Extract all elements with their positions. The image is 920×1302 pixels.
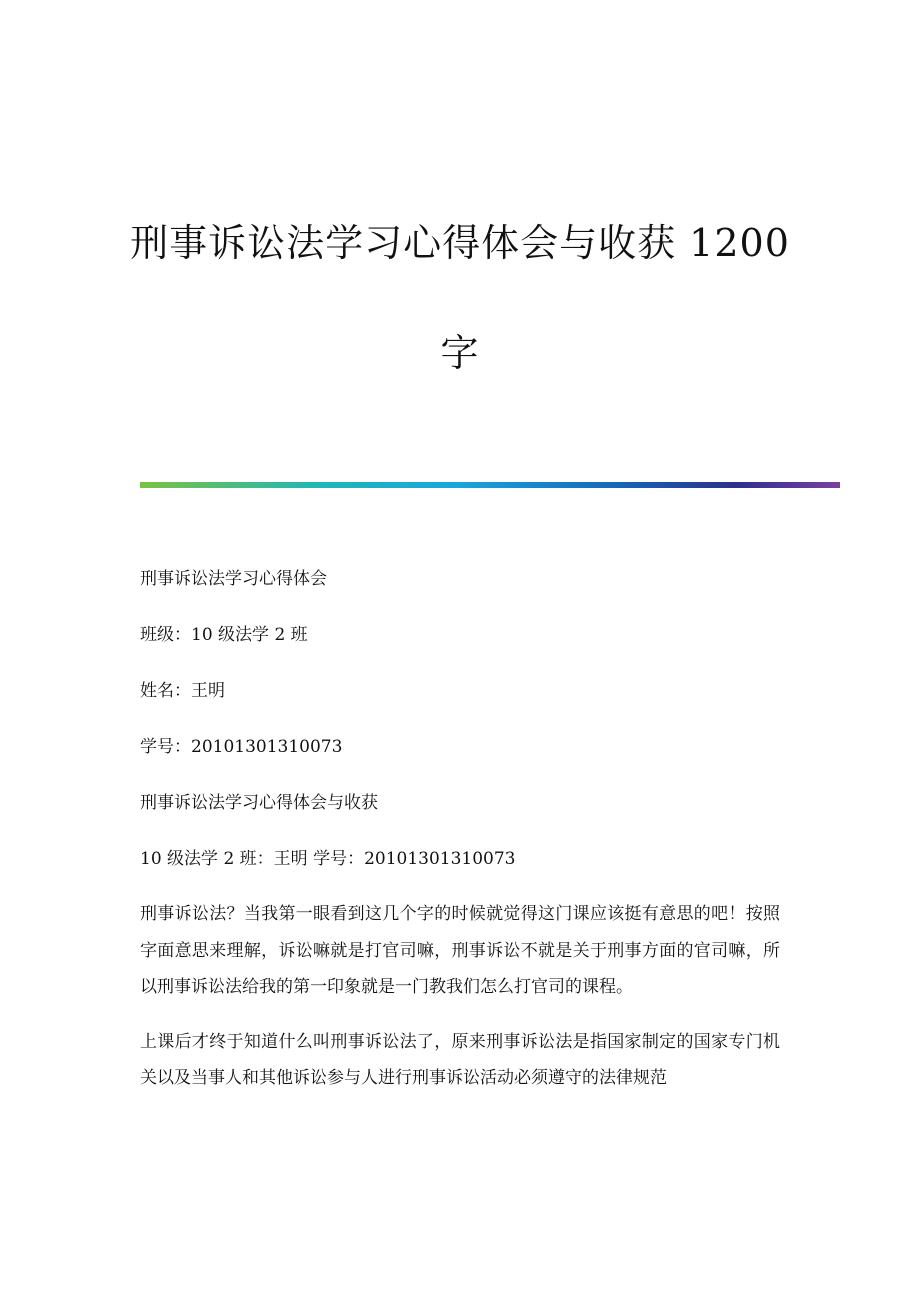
gradient-divider — [140, 482, 840, 488]
name-info: 姓名：王明 — [140, 681, 225, 701]
title-line-2: 字 — [440, 331, 480, 375]
subtitle: 刑事诉讼法学习心得体会 — [140, 569, 327, 589]
paragraph: 刑事诉讼法？当我第一眼看到这几个字的时候就觉得这门课应该挺有意思的吧！按照字面意思来理解，诉讼嘛就是打官司嘛，刑事诉讼不就是关于刑事方面的官司嘛，所以刑事诉讼法给我的第一印象就是一门教我们怎么打官司的课程。 — [140, 904, 780, 997]
document-title — [100, 188, 820, 408]
student-id: 学号：20101301310073 — [140, 737, 343, 757]
document-body — [140, 560, 780, 1115]
title-line-1: 刑事诉讼法学习心得体会与收获 1200 — [130, 221, 790, 265]
paragraph: 上课后才终于知道什么叫刑事诉讼法了，原来刑事诉讼法是指国家制定的国家专门机关以及当事人和其他诉讼参与人进行刑事诉讼活动必须遵守的法律规范 — [140, 1031, 780, 1088]
class-info: 班级：10 级法学 2 班 — [140, 625, 308, 645]
author-line: 10 级法学 2 班：王明 学号：20101301310073 — [140, 849, 516, 869]
section-heading: 刑事诉讼法学习心得体会与收获 — [140, 793, 378, 813]
